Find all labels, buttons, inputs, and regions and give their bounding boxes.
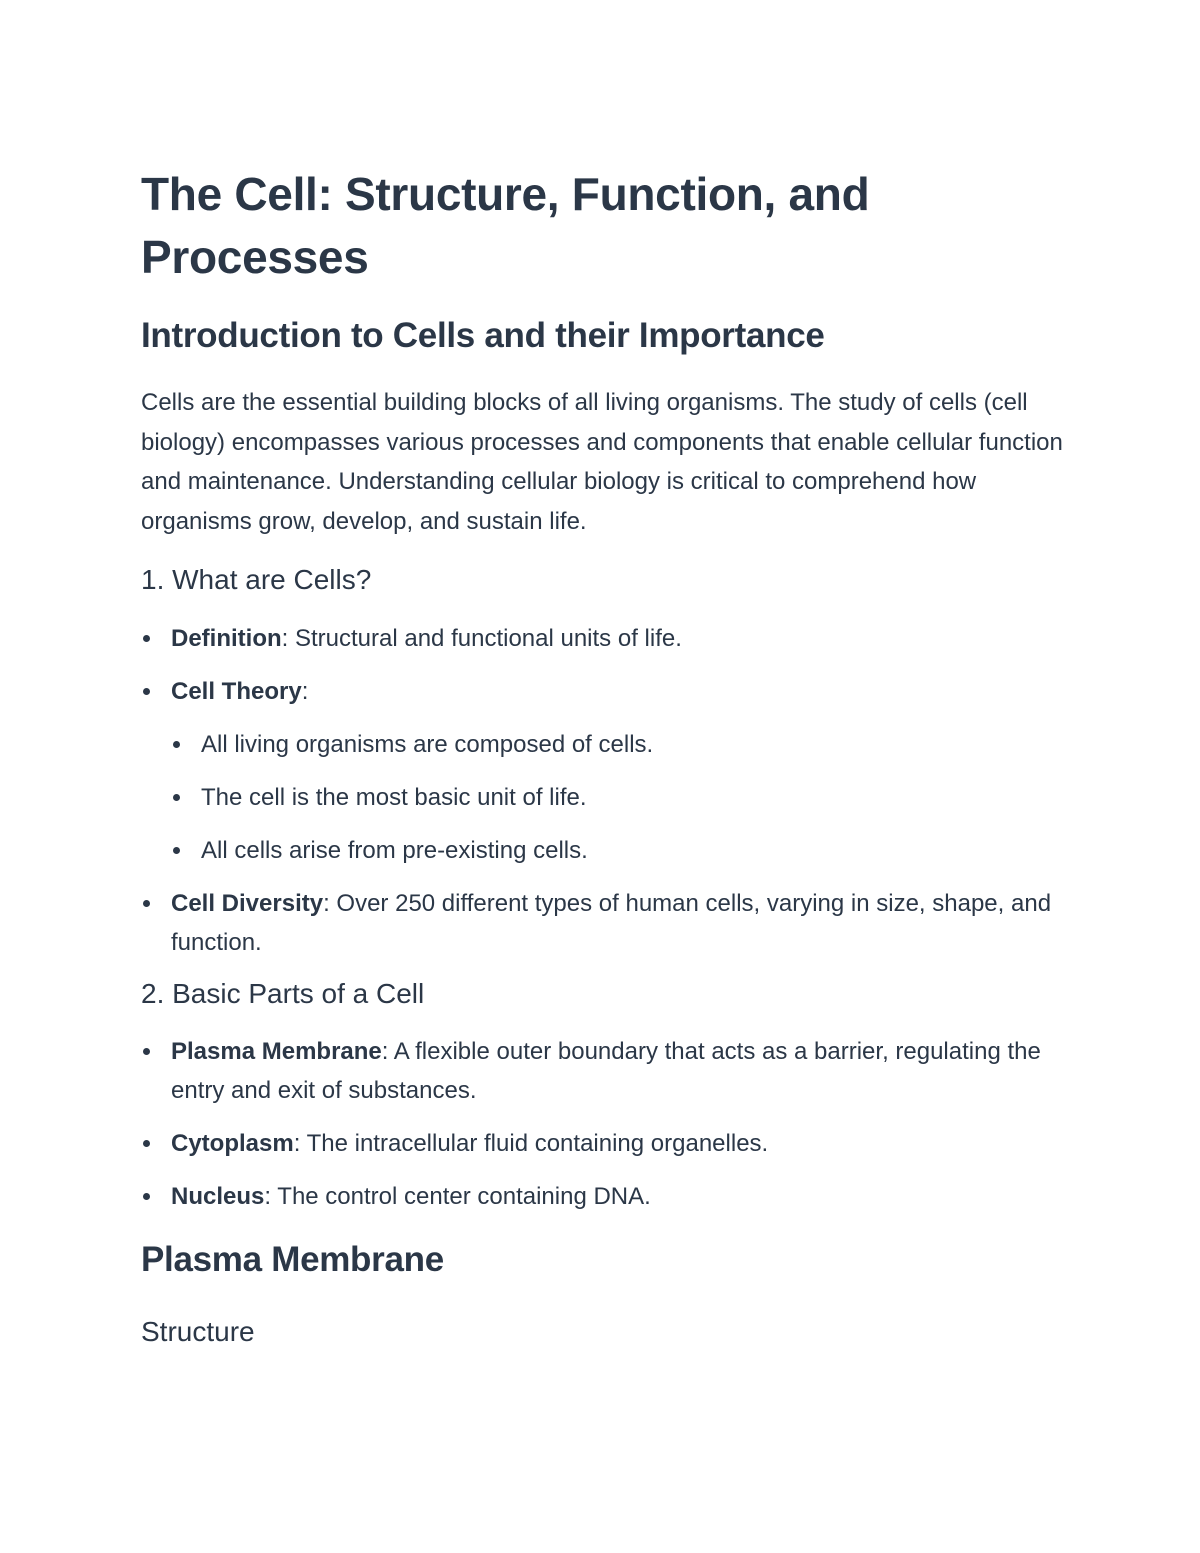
cell-theory-text: : (301, 678, 309, 705)
basic-parts-heading: 2. Basic Parts of a Cell (141, 978, 425, 1009)
list-item: The cell is the most basic unit of life. (171, 778, 1081, 817)
document-page (141, 163, 1081, 1350)
intro-paragraph: Cells are the essential building blocks of all living organisms. The study of cells (cell biology) encompasses various processes and components that enable cellular function and maintenance. Understanding cellular biology is critical to comprehend how organisms grow, develop, and sustain life. (141, 389, 1063, 535)
list-item-cell-theory (141, 672, 1081, 870)
cell-theory-sublist (171, 725, 1081, 870)
cell-diversity-text: : Over 250 different types of human cells, varying in size, shape, and function. (171, 890, 1052, 956)
list-item: All cells arise from pre-existing cells. (171, 831, 1081, 870)
list-item-cytoplasm (141, 1124, 1081, 1163)
structure-heading: Structure (141, 1316, 255, 1347)
what-are-cells-list (141, 619, 1081, 962)
list-item-plasma-membrane (141, 1032, 1081, 1110)
cytoplasm-text: : The intracellular fluid containing organelles. (293, 1130, 769, 1157)
list-item: All living organisms are composed of cells. (171, 725, 1081, 764)
cell-theory-term: Cell Theory (171, 678, 302, 705)
document-title: The Cell: Structure, Function, and Processes (141, 168, 870, 283)
plasma-membrane-term: Plasma Membrane (171, 1038, 382, 1065)
plasma-membrane-heading: Plasma Membrane (141, 1240, 444, 1279)
list-item-cell-diversity (141, 884, 1081, 962)
basic-parts-list (141, 1032, 1081, 1216)
definition-term: Definition (171, 625, 282, 652)
cytoplasm-term: Cytoplasm (171, 1130, 294, 1157)
definition-text: : Structural and functional units of life. (281, 625, 682, 652)
nucleus-term: Nucleus (171, 1183, 265, 1210)
what-are-cells-heading: 1. What are Cells? (141, 564, 372, 595)
cell-diversity-term: Cell Diversity (171, 890, 324, 917)
list-item-definition (141, 619, 1081, 658)
intro-heading: Introduction to Cells and their Importance (141, 316, 825, 355)
plasma-membrane-text: : A flexible outer boundary that acts as a barrier, regulating the entry and exit of substances. (171, 1038, 1041, 1104)
list-item-nucleus (141, 1177, 1081, 1216)
nucleus-text: : The control center containing DNA. (264, 1183, 651, 1210)
